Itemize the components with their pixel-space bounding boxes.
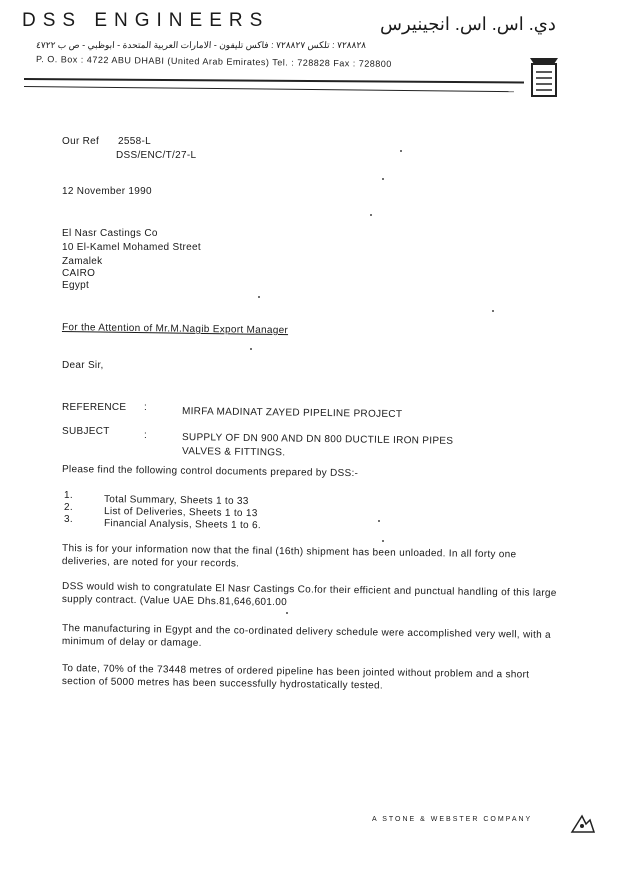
scan-speckle [258,296,260,298]
paragraph-manufacturing: The manufacturing in Egypt and the co-ordinated delivery schedule were accomplished very well, with a minimum of delay or damage. [61,623,551,649]
our-ref-label: Our Ref [62,136,100,147]
paragraph-congratulations: DSS would wish to congratulate El Nasr Castings Co.for their efficient and punctual handling of this large supply contract. (Value UAE Dhs.81,646,601.00 [61,581,557,609]
reference-colon: : [144,402,148,413]
intro-text: Please find the following control documents prepared by DSS:- [61,464,359,480]
scan-speckle [378,520,380,522]
doc-text: Total Summary, Sheets 1 to 33 [103,494,249,508]
subject-label: SUBJECT [62,426,110,437]
stone-webster-logo-icon [570,812,596,834]
scan-speckle [250,348,252,350]
letterhead-rule-top [24,78,524,83]
subject-line-1: SUPPLY OF DN 900 AND DN 800 DUCTILE IRON PIPES [181,432,454,447]
recipient-line: Egypt [62,280,90,291]
reference-value: MIRFA MADINAT ZAYED PIPELINE PROJECT [181,406,403,421]
scan-speckle [370,214,372,216]
subject-colon: : [144,430,148,441]
recipient-line: El Nasr Castings Co [62,228,158,239]
paragraph-final-shipment: This is for your information now that the final (16th) shipment has been unloaded. In all forty one deliveries, are noted for your records. [61,543,517,570]
scan-speckle [382,178,384,180]
company-name-arabic: دي. اس. اس. انجينيرس [380,14,556,34]
recipient-line: CAIRO [62,268,96,279]
company-name: DSS ENGINEERS [22,10,270,31]
our-ref-sub: DSS/ENC/T/27-L [116,150,197,161]
doc-number: 3. [64,514,73,525]
letterhead-contact-arabic: ٧٢٨٨٢٨ : تلكس ٧٢٨٨٢٧ : فاكس تليفون - الامارات العربية المتحدة - ابوظبي - ص ب ٤٧٢٢ [35,40,367,50]
attention-line: For the Attention of Mr.M.Nagib Export Manager [61,322,289,337]
scan-speckle [382,540,384,542]
doc-number: 2. [64,502,73,513]
doc-number: 1. [64,490,73,501]
paragraph-progress: To date, 70% of the 73448 metres of ordered pipeline has been jointed without problem and a short section of 5000 metres has been successfully hydrostatically tested. [61,663,530,692]
footer-company-text: A STONE & WEBSTER COMPANY [372,816,533,823]
reference-label: REFERENCE [62,402,127,413]
doc-text: Financial Analysis, Sheets 1 to 6. [103,518,262,532]
letter-date: 12 November 1990 [62,186,152,197]
subject-line-2: VALVES & FITTINGS. [181,446,286,459]
scan-speckle [492,310,494,312]
letterhead-contact: P. O. Box : 4722 ABU DHABI (United Arab Emirates) Tel. : 728828 Fax : 728800 [35,54,392,69]
recipient-line: Zamalek [62,256,103,267]
letterhead-rule-bottom [24,86,514,92]
doc-text: List of Deliveries, Sheets 1 to 13 [103,506,258,520]
scan-speckle [400,150,402,152]
scan-speckle [286,612,288,614]
our-ref-value: 2558-L [118,136,151,147]
recipient-line: 10 El-Kamel Mohamed Street [62,242,201,253]
crane-logo-icon [526,54,562,102]
salutation: Dear Sir, [62,360,104,371]
